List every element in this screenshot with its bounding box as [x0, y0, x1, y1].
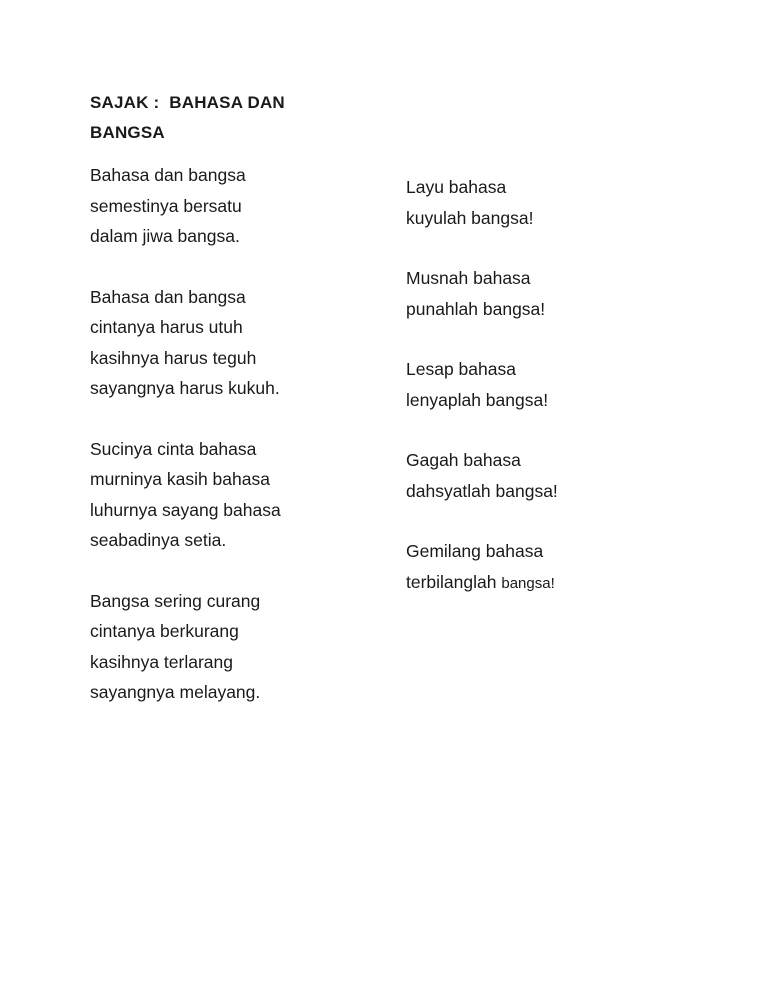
stanza-3 [90, 434, 281, 556]
poem-line: luhurnya sayang bahasa [90, 499, 281, 520]
poem-line: dahsyatlah bangsa! [406, 480, 558, 501]
poem-line: murninya kasih bahasa [90, 469, 270, 489]
stanza-1 [90, 160, 281, 252]
poem-line: lenyaplah bangsa! [406, 389, 549, 410]
stanza-9 [406, 536, 558, 599]
stanza-4 [90, 586, 281, 708]
poem-line: Lesap bahasa [406, 359, 516, 379]
stanza-5 [406, 172, 558, 233]
poem-line: Bahasa dan bangsa [90, 286, 246, 307]
poem-line: sayangnya melayang. [90, 682, 261, 702]
poem-line: cintanya harus utuh [90, 317, 243, 337]
poem-line: cintanya berkurang [90, 621, 239, 641]
stanza-8 [406, 445, 558, 506]
left-column [90, 160, 281, 738]
stanza-6 [406, 263, 558, 324]
right-column [406, 172, 558, 629]
poem-line: dalam jiwa bangsa. [90, 226, 240, 246]
poem-line: Bahasa dan bangsa [90, 165, 246, 185]
poem-line-small-text: bangsa! [501, 574, 555, 592]
stanza-2 [90, 282, 281, 404]
poem-line: seabadinya setia. [90, 530, 227, 550]
poem-line: Layu bahasa [406, 177, 507, 197]
poem-title: SAJAK : BAHASA DAN BANGSA [90, 93, 285, 142]
poem-line: Musnah bahasa [406, 268, 531, 288]
poem-line: Gagah bahasa [406, 450, 521, 470]
poem-line: semestinya bersatu [90, 195, 242, 216]
poem-line: kasihnya terlarang [90, 651, 233, 672]
poem-line: Sucinya cinta bahasa [90, 438, 257, 459]
poem-line: punahlah bangsa! [406, 298, 546, 319]
poem-line: sayangnya harus kukuh. [90, 378, 280, 398]
poem-line [406, 567, 558, 600]
poem-line: kasihnya harus teguh [90, 347, 257, 368]
poem-line-text: terbilanglah [406, 571, 502, 592]
poem-line: Bangsa sering curang [90, 590, 261, 611]
poem-line: Gemilang bahasa [406, 541, 544, 561]
stanza-7 [406, 354, 558, 415]
poem-line: kuyulah bangsa! [406, 207, 534, 228]
